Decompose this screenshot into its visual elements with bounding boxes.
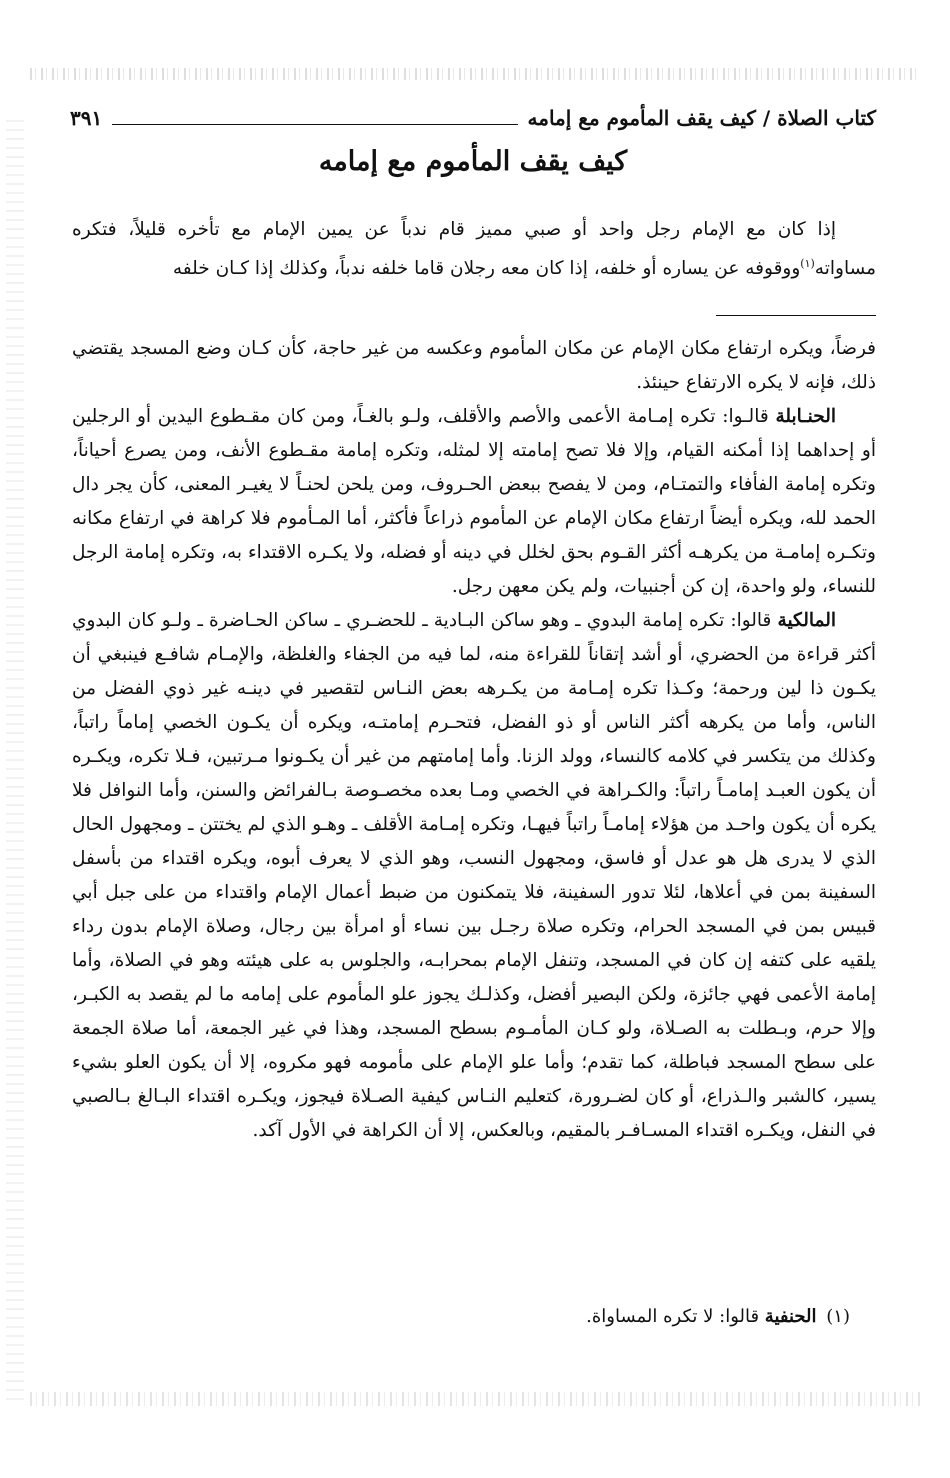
hanabila-school-name: الحنـابلة: [775, 406, 836, 427]
footnote-number: (١): [826, 1306, 850, 1327]
hanabila-paragraph: [72, 400, 876, 604]
malikiyya-school-name: المالكية: [777, 610, 836, 631]
hanabila-text: قالـوا: تكره إمـامة الأعمى والأصم والأقلف، ولـو بالغـاً، ومن كان مقـطوع اليدين أو الرجلين أو إحداهما إذا أمكنه القيام، وإلا فلا تصح إمامته إلا لمثله، وتكره إمامة مقـطوع الأنف، ومن يصرع أحياناً، وتكره إمامة الفأفاء والتمتـام، ومن لا يفصح ببعض الحـروف، ومن يلحن لحنـاً لا يغيـر المعنى، كأن يجر دال الحمد لله، ويكره أيضاً ارتفاع مكان الإمام عن المأموم ذراعاً فأكثر، أما المـأموم فلا كراهة في ارتفاع مكانه وتكـره إمامـة من يكرهـه أكثر القـوم بحق لخلل في دينه أو فضله، ولا يكـره الاقتداء به، وتكره إمامة الرجل للنساء، ولو واحدة، إن كن أجنبيات، ولم يكن معهن رجل.: [72, 406, 876, 597]
footnote-marker: (١): [800, 257, 815, 270]
scan-noise-left: [6, 120, 24, 1400]
chapter-title: كيف يقف المأموم مع إمامه: [318, 146, 628, 177]
notes-separator-rule: [716, 315, 876, 316]
running-header: [70, 100, 876, 136]
continuation-paragraph: فرضاً، ويكره ارتفاع مكان الإمام عن مكان المأموم وعكسه من غير حاجة، كأن كـان وضع المسجد يقتضي ذلك، فإنه لا يكره الارتفاع حينئذ.: [72, 338, 876, 393]
header-book-title: كتاب الصلاة / كيف يقف المأموم مع إمامه: [527, 106, 876, 130]
footnote-text: قالوا: لا تكره المساواة.: [586, 1306, 765, 1327]
notes-section: [72, 332, 876, 1148]
intro-text-part2: ووقوفه عن يساره أو خلفه، إذا كان معه رجلان قاما خلفه ندباً، وكذلك إذا كـان خلفه: [172, 258, 801, 280]
page-number: ٣٩١: [70, 106, 103, 130]
header-rule: [112, 124, 517, 125]
intro-text-part1: إذا كان مع الإمام رجل واحد أو صبي مميز قام ندباً عن يمين الإمام مع تأخره قليلاً، فتكره مساواته: [72, 219, 876, 280]
scan-noise-bottom: [30, 1392, 920, 1406]
scan-noise-top: [30, 68, 920, 80]
malikiyya-text: قالوا: تكره إمامة البدوي ـ وهو ساكن البـادية ـ للحضـري ـ ساكن الحـاضرة ـ ولـو كان البدوي أكثر قراءة من الحضري، أو أشد إتقاناً للقراءة منه، لما فيه من الجفاء والغلظة، والإمـام شافـع فينبغي أن يكـون ذا لين ورحمة؛ وكـذا تكره إمـامة من يكـرهه بعض النـاس لتقصير في دينـه غير ذوي الفضل من الناس، وأما من يكرهه أكثر الناس أو ذو الفضل، فتحـرم إمامتـه، ويكره أن يكـون الخصي إماماً راتباً، وكذلك من يتكسر في كلامه كالنساء، وولد الزنا. وأما إمامتهم من غير أن يكـونوا مـرتبين، فـلا تكره، ويكـره أن يكون العبـد إمامـاً راتباً: والكـراهة في الخصي ومـا بعده مخصـوصة بـالفرائض والسنن، وأما النوافل فلا يكره أن يكون واحـد من هؤلاء إمامـاً راتباً فيهـا، وتكره إمـامة الأقلف ـ وهـو الذي لم يختتن ـ ومجهول الحال الذي لا يدرى هل هو عدل أو فاسق، ومجهول النسب، وهو الذي لا يعرف أبوه، ويكره اقتداء من بأسفل السفينة بمن في أعلاها، لئلا تدور السفينة، فلا يتمكنون من ضبط أعمال الإمام واقتداء من على جبل أبي قبيس بمن في المسجد الحرام، وتكره صلاة رجـل بين نساء أو امرأة بين رجال، وصلاة الإمام بدون رداء يلقيه على كتفه إن كان في المسجد، وتنفل الإمام بمحرابـه، والجلوس به على هيئته وهو في الصلاة، وأما إمامة الأعمى فهي جائزة، ولكن البصير أفضل، وكذلـك يجوز علو المأموم على إمامه ما لم يقصد به الكبـر، وإلا حرم، وبـطلت به الصـلاة، ولو كـان المأمـوم بسطح المسجد، وهذا في غير الجمعة، أما صلاة الجمعة على سطح المسجد فباطلة، كما تقدم؛ وأما علو الإمام على مأمومه فهو مكروه، إلا أن يكون العلو بشيء يسير، كالشبر والـذراع، أو كان لضـرورة، كتعليم النـاس كيفية الصـلاة فيجوز، ويكـره اقتداء البـالغ بـالصبي في النفل، ويكـره اقتداء المسـافـر بالمقيم، وبالعكس، إلا أن الكراهة في الأول آكد.: [72, 610, 876, 1141]
footnote-school-name: الحنفية: [764, 1306, 817, 1327]
malikiyya-paragraph: [72, 604, 876, 1148]
footnote: [72, 1300, 850, 1334]
intro-paragraph: [72, 213, 876, 286]
